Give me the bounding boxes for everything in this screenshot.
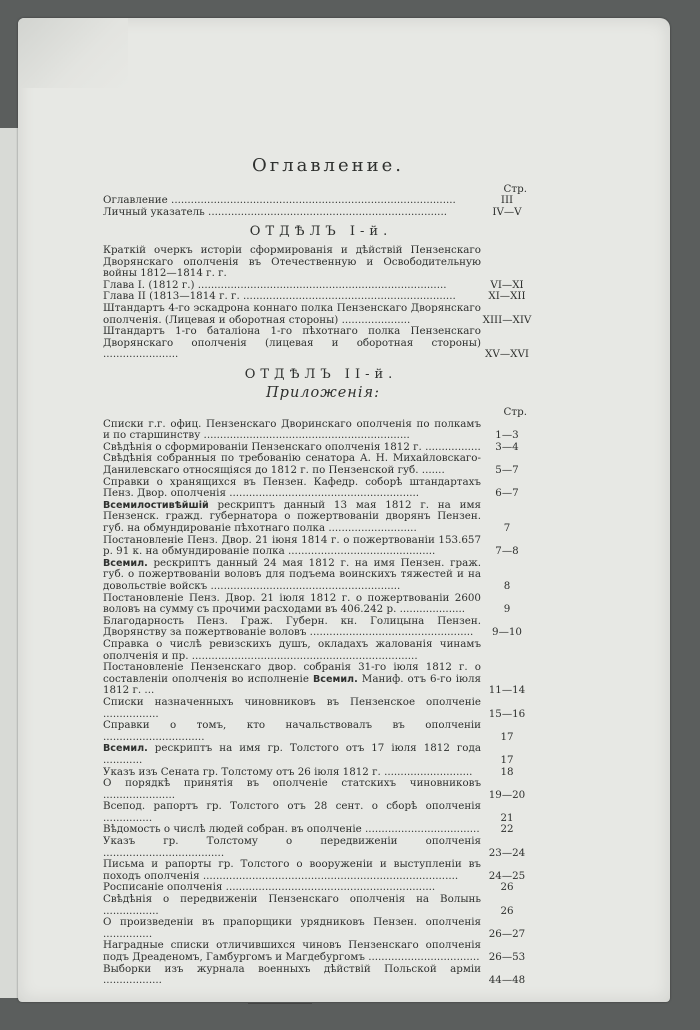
- toc-entry-page: III: [500, 194, 514, 207]
- toc-entry-page: XIII—XIV: [482, 313, 532, 326]
- toc-entry-text: Справка о числѣ ревизскихъ душъ, окладахъ жалованія чинамъ ополченія и пр. .....................................................................: [103, 637, 481, 662]
- toc-entry-text: Указъ изъ Сената гр. Толстому отъ 26 іюля 1812 г. ...........................: [103, 765, 473, 778]
- emphasized-word: Всемил.: [312, 673, 358, 685]
- page-title: Оглавление.: [252, 155, 404, 176]
- toc-row: [103, 836, 533, 859]
- toc-entry-page: 1—3: [495, 429, 519, 442]
- toc-entry-text: [103, 662, 481, 697]
- toc-entry-page: 7: [503, 522, 511, 535]
- toc-entry-text: Постановленіе Пенз. Двор. 21 іюня 1814 г. о пожертвованіи 153.657 р. 91 к. на обмундированіе полка .............................................: [103, 533, 481, 558]
- toc-row: [103, 453, 533, 476]
- toc-entry-text: Постановленіе Пенз. Двор. 21 іюля 1812 г. о пожертвованіи 2600 воловъ на сумму съ прочими расходами въ 406.242 р. ....................: [103, 591, 481, 616]
- emphasized-word: Всемил.: [103, 743, 148, 755]
- emphasized-word: Всемил.: [103, 557, 148, 569]
- toc-row: [103, 894, 533, 917]
- toc-entry-page: 17: [500, 730, 514, 743]
- page-column-label: Стр.: [503, 406, 527, 419]
- toc-entry-page: IV—V: [492, 205, 522, 218]
- toc-row: [103, 477, 533, 500]
- toc-entry-text: Справки о хранящихся въ Пензен. Кафедр. соборѣ штандартахъ Пенз. Двор. ополченія ..........................................................: [103, 475, 481, 500]
- toc-row: [103, 558, 533, 593]
- toc-entry-page: 3—4: [495, 440, 519, 453]
- toc-entry-page: 5—7: [495, 464, 519, 477]
- toc-entry-text: [103, 500, 481, 535]
- adjacent-page-edge: [0, 128, 20, 998]
- toc-entry-text: Списки г.г. офиц. Пензенскаго Дворинскаго ополченія по полкамъ и по старшинству ...............................................................: [103, 417, 481, 442]
- toc-row: [103, 778, 533, 801]
- toc-entry-text: Краткій очеркъ исторіи сформированія и дѣйствій Пензенскаго Дворянскаго ополченія въ Отечественную и Освободительную войны 1812—1814 г. г.: [103, 243, 481, 280]
- toc-entry-text: Всепод. рапортъ гр. Толстого отъ 28 сент. о сборѣ ополченія ...............: [103, 800, 481, 824]
- toc-entry-page: 17: [500, 753, 514, 766]
- toc-entry-rest: рескриптъ данный 24 мая 1812 г. на имя Пензен. граж. губ. о пожертвованіи воловъ для подъема воинскихъ тяжестей и на довольствіе войскъ ..........................................................: [103, 556, 481, 592]
- toc-entry-page: 6—7: [495, 487, 519, 500]
- toc-entry-page: 19—20: [488, 788, 526, 801]
- page-corner-fold: [18, 18, 128, 88]
- toc-entry-page: 21: [500, 811, 514, 824]
- page-column-label: Стр.: [503, 182, 527, 195]
- toc-entry-text: Оглавление .......................................................................................: [103, 194, 456, 207]
- toc-row: [103, 940, 533, 963]
- toc-row: [103, 500, 533, 535]
- toc-row: [103, 801, 533, 824]
- toc-row: [103, 964, 533, 987]
- toc-row: [103, 743, 533, 766]
- toc-entry-page: 26: [500, 881, 514, 894]
- toc-entry-page: 7—8: [495, 545, 519, 558]
- toc-entry-text: Наградные списки отличившихся чиновъ Пензенскаго ополченія подъ Дреаденомъ, Гамбургомъ и Магдебургомъ ..................................: [103, 939, 481, 963]
- appendices-heading: Приложенія:: [266, 384, 380, 401]
- toc-entry-page: 8: [503, 580, 511, 592]
- toc-row: [103, 859, 533, 882]
- emphasized-word: Всемилостивѣйшій: [103, 499, 209, 511]
- toc-row: [103, 697, 533, 720]
- toc-entry-page: 9—10: [492, 626, 522, 639]
- toc-entry-text: Глава II (1813—1814 г. г. .................................................................: [103, 290, 456, 303]
- toc-row: [103, 326, 533, 361]
- toc-entry-text: Списки назначенныхъ чиновниковъ въ Пензенское ополченіе .................: [103, 695, 481, 720]
- toc-row: [103, 419, 533, 442]
- toc-entry-text: Свѣдѣнія о сформированіи Пензенскаго ополченія 1812 г. .................: [103, 440, 481, 453]
- toc-entry-page: 24—25: [488, 869, 526, 882]
- toc-entry-page: 26: [500, 904, 514, 917]
- toc-entry-text: О произведеніи въ прапорщики урядниковъ Пензен. ополченія ...............: [103, 916, 481, 940]
- toc-entry-text: [103, 743, 481, 766]
- toc-entry-text: Штандартъ 1-го баталіона 1-го пѣхотнаго полка Пензенскаго Дворянскаго ополченія (лицевая и оборотная стороны) .......................: [103, 325, 481, 361]
- toc-entry-page: 11—14: [488, 684, 526, 697]
- toc-entry-page: 44—48: [488, 974, 526, 987]
- toc-row: [103, 917, 533, 940]
- toc-entry-text: Справки о томъ, кто начальствовалъ въ ополченіи ...............................: [103, 719, 481, 743]
- toc-entry-page: 26—53: [488, 951, 526, 963]
- toc-entry-start: Постановленіе Пензенскаго двор. собранія 31-го іюля 1812 г. о составленіи ополченія во исполненіе: [103, 661, 481, 685]
- toc-entry-page: 26—27: [488, 927, 526, 940]
- toc-entry-page: 18: [500, 765, 514, 778]
- toc-entry-page: XI—XII: [488, 290, 526, 303]
- toc-row: [103, 593, 533, 616]
- toc-entry-text: Глава I. (1812 г.) ............................................................................: [103, 278, 447, 291]
- toc-entry-rest: рескриптъ на имя гр. Толстого отъ 17 іюля 1812 года ............: [103, 742, 481, 766]
- toc-entry-rest: рескриптъ данный 13 мая 1812 г. на имя Пензенск. гражд. губернатора о пожертвованіи дворянъ Пензен. губ. на обмундированіе пѣхотнаго полка ...........................: [103, 498, 481, 535]
- toc-row: [103, 303, 533, 326]
- toc-entry-page: XV—XVI: [485, 348, 529, 361]
- toc-row: [103, 535, 533, 558]
- toc-entry-rest: Маниф. отъ 6-го іюля 1812 г. ...: [103, 672, 482, 697]
- toc-entry-text: Указъ гр. Толстому о передвиженіи ополченія .....................................: [103, 835, 481, 859]
- section-heading-1: ОТДѢЛЪ I-й.: [249, 224, 393, 240]
- toc-entry-text: Свѣдѣнія собранныя по требованію сенатора А. Н. Михайловскаго-Данилевскаго относящіяся до 1812 г. по Пензенской губ. .......: [103, 452, 481, 477]
- toc-row: [103, 616, 533, 639]
- toc-row: [103, 639, 533, 662]
- toc-entry-text: Письма и рапорты гр. Толстого о вооруженіи и выступленіи въ походъ ополченія ..............................................................................: [103, 858, 481, 882]
- toc-entry-text: [103, 558, 481, 593]
- toc-row: [103, 207, 533, 219]
- toc-row: [103, 245, 533, 280]
- section-heading-2: ОТДѢЛЪ II-й.: [244, 366, 398, 382]
- toc-entry-text: Свѣдѣнія о передвиженіи Пензенскаго ополченія на Волынь .................: [103, 893, 481, 917]
- toc-entry-text: Благодарность Пенз. Граж. Губерн. кн. Голицына Пензен. Дворянству за пожертвованіе воловъ ..................................................: [103, 614, 481, 639]
- toc-entry-page: 22: [500, 823, 514, 836]
- toc-row: [103, 720, 533, 743]
- toc-entry-page: 9: [503, 603, 511, 616]
- toc-entry-text: Росписаніе ополченія ................................................................: [103, 881, 436, 894]
- toc-row: [103, 662, 533, 697]
- toc-entry-page: VI—XI: [490, 278, 524, 291]
- toc-entry-text: Вѣдомость о числѣ людей собран. въ ополченіе ...................................: [103, 823, 480, 836]
- toc-entry-text: Выборки изъ журнала военныхъ дѣйствій Польской арміи ..................: [103, 962, 481, 987]
- toc-entry-text: Штандартъ 4-го эскадрона коннаго полка Пензенскаго Дворянскаго ополченія. (Лицевая и оборотная стороны) .....................: [103, 301, 481, 326]
- toc-entry-page: 15—16: [488, 707, 526, 720]
- toc-entry-text: Личный указатель .........................................................................: [103, 205, 447, 218]
- toc-entry-page: 23—24: [488, 846, 526, 859]
- table-of-contents: [103, 155, 533, 1004]
- end-rule: [248, 1003, 312, 1004]
- toc-entry-text: О порядкѣ принятія въ ополченіе статскихъ чиновниковъ ......................: [103, 777, 481, 801]
